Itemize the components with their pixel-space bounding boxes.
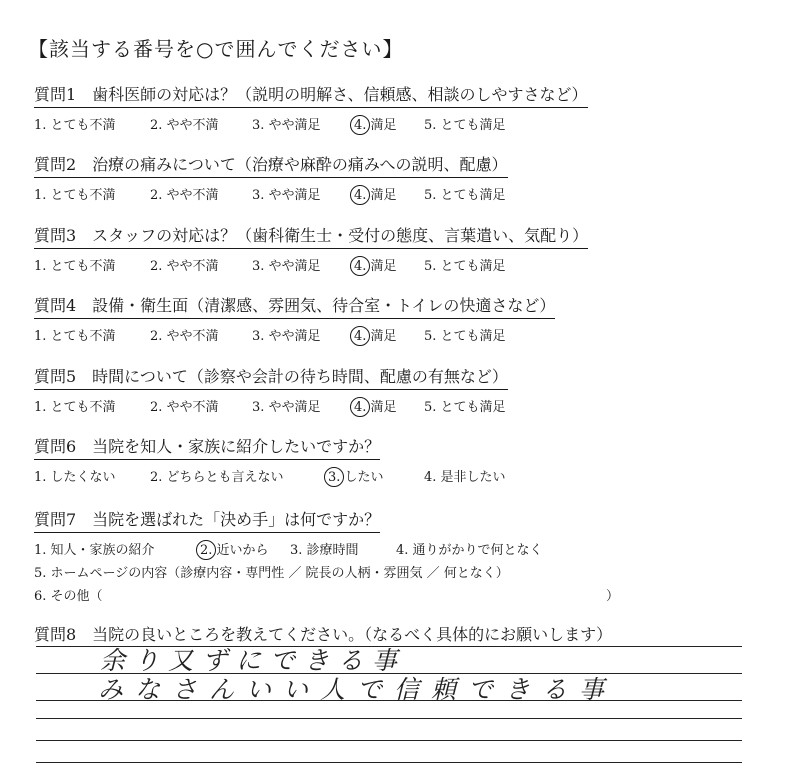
option-row <box>34 585 620 605</box>
selection-circle: 4. <box>354 329 367 344</box>
question-1 <box>34 82 588 134</box>
option[interactable]: 2. やや不満 <box>150 400 219 415</box>
option[interactable]: 5. とても満足 <box>424 329 506 344</box>
option[interactable]: 3. やや満足 <box>252 329 321 344</box>
option[interactable]: 2. やや不満 <box>150 329 219 344</box>
option-selected[interactable]: 4. 満足 <box>354 329 397 344</box>
page-heading: 【該当する番号を○で囲んでください】 <box>28 37 404 61</box>
selection-circle: 4. <box>354 188 367 203</box>
option[interactable]: 3. やや満足 <box>252 118 321 133</box>
option-selected[interactable]: 3. したい <box>328 470 384 485</box>
option[interactable]: 1. 知人・家族の紹介 <box>34 543 155 558</box>
option[interactable]: 1. したくない <box>34 470 116 485</box>
option[interactable]: 4. 是非したい <box>424 470 506 485</box>
option[interactable]: 1. とても不満 <box>34 118 116 133</box>
handwritten-answer-line-2[interactable]: みなさんいい人で信頼できる事 <box>98 675 617 704</box>
question-title: 質問6 当院を知人・家族に紹介したいですか？ <box>34 434 380 460</box>
answer-line <box>36 762 742 763</box>
option[interactable]: 1. とても不満 <box>34 400 116 415</box>
question-3 <box>34 223 588 275</box>
option[interactable]: 2. やや不満 <box>150 118 219 133</box>
option[interactable]: 4. 通りがかりで何となく <box>396 543 543 558</box>
option-selected[interactable]: 2. 近いから <box>200 543 269 558</box>
question-title: 質問5 時間について（診察や会計の待ち時間、配慮の有無など） <box>34 364 508 390</box>
option-selected[interactable]: 4. 満足 <box>354 188 397 203</box>
selection-circle: 4. <box>354 118 367 133</box>
option[interactable]: 6. その他（ <box>34 589 103 604</box>
option[interactable]: 5. とても満足 <box>424 400 506 415</box>
option-selected[interactable]: 4. 満足 <box>354 118 397 133</box>
option[interactable]: 5. とても満足 <box>424 188 506 203</box>
option-row <box>34 184 508 204</box>
option[interactable]: 3. やや満足 <box>252 259 321 274</box>
option-selected[interactable]: 4. 満足 <box>354 400 397 415</box>
option-row <box>34 255 588 275</box>
answer-line <box>36 740 742 741</box>
option-selected[interactable]: 4. 満足 <box>354 259 397 274</box>
question-title: 質問7 当院を選ばれた「決め手」は何ですか？ <box>34 507 380 533</box>
option[interactable]: 2. やや不満 <box>150 259 219 274</box>
option[interactable]: 3. 診療時間 <box>290 543 359 558</box>
question-title: 質問3 スタッフの対応は？（歯科衛生士・受付の態度、言葉遣い、気配り） <box>34 223 588 249</box>
option-row <box>34 539 543 559</box>
option[interactable]: 3. やや満足 <box>252 188 321 203</box>
option[interactable]: 1. とても不満 <box>34 329 116 344</box>
option[interactable]: 2. どちらとも言えない <box>150 470 284 485</box>
selection-circle: 4. <box>354 259 367 274</box>
question-title: 質問8 当院の良いところを教えてください。（なるべく具体的にお願いします） <box>34 625 613 644</box>
option-row <box>34 114 588 134</box>
selection-circle: 2. <box>200 543 213 558</box>
question-7 <box>34 507 620 605</box>
option-row <box>34 396 508 416</box>
option[interactable]: 5. とても満足 <box>424 259 506 274</box>
option[interactable]: 5. とても満足 <box>424 118 506 133</box>
handwritten-answer-line-1[interactable]: 余り又ずにできる事 <box>100 646 407 675</box>
question-6 <box>34 434 506 486</box>
option[interactable]: 3. やや満足 <box>252 400 321 415</box>
option-row <box>34 466 506 486</box>
option[interactable]: 2. やや不満 <box>150 188 219 203</box>
option[interactable]: 1. とても不満 <box>34 259 116 274</box>
question-5 <box>34 364 508 416</box>
option[interactable]: 1. とても不満 <box>34 188 116 203</box>
option-close-paren: ） <box>606 589 620 604</box>
question-2 <box>34 152 508 204</box>
option-row <box>34 562 509 582</box>
question-title: 質問2 治療の痛みについて（治療や麻酔の痛みへの説明、配慮） <box>34 152 508 178</box>
selection-circle: 4. <box>354 400 367 415</box>
option[interactable]: 5. ホームページの内容（診療内容・専門性 ／ 院長の人柄・雰囲気 ／ 何となく） <box>34 566 509 581</box>
answer-line <box>36 718 742 719</box>
option-row <box>34 325 555 345</box>
question-title: 質問4 設備・衛生面（清潔感、雰囲気、待合室・トイレの快適さなど） <box>34 293 555 319</box>
selection-circle: 3. <box>328 470 341 485</box>
question-title: 質問1 歯科医師の対応は？（説明の明解さ、信頼感、相談のしやすさなど） <box>34 82 588 108</box>
question-4 <box>34 293 555 345</box>
